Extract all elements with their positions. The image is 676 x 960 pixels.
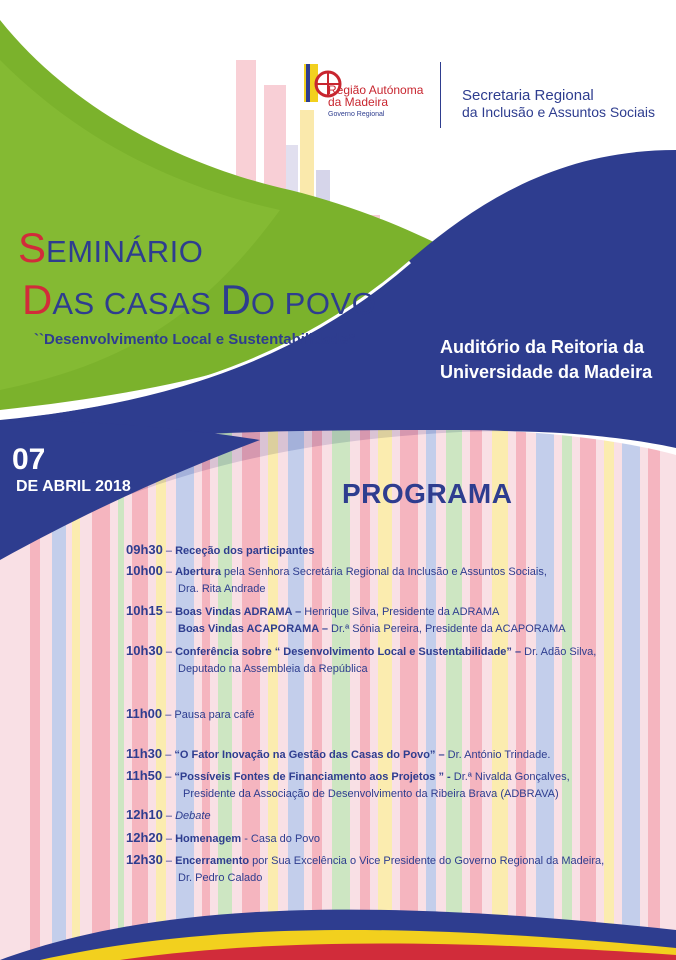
title-initial-d1: D [22, 276, 53, 323]
program-item [126, 542, 315, 557]
program-time: 09h30 [126, 542, 163, 557]
program-item [126, 706, 255, 721]
program-separator: – [162, 855, 176, 867]
program-continuation-bold: Boas Vindas ACAPORAMA – [178, 623, 328, 635]
program-time: 10h30 [126, 643, 163, 658]
program-text: por Sua Excelência o Vice Presidente do Governo Regional da Madeira, [249, 855, 605, 867]
program-continuation [178, 583, 265, 595]
program-continuation-text: Presidente da Associação de Desenvolvimento da Ribeira Brava (ADBRAVA) [183, 788, 559, 800]
secretaria-line1: Secretaria Regional [462, 87, 594, 104]
program-item [126, 746, 550, 761]
program-time: 11h50 [126, 768, 163, 783]
title-initial-s: S [18, 224, 47, 271]
program-item [126, 807, 211, 822]
program-time: 11h30 [126, 746, 163, 761]
program-bold: Homenagem [175, 833, 242, 845]
program-time: 12h10 [126, 807, 163, 822]
title-line2 [22, 276, 376, 324]
program-time: 12h30 [126, 852, 163, 867]
program-separator: – [162, 833, 176, 845]
program-bold: Boas Vindas ADRAMA – [175, 606, 302, 618]
program-bold: Conferência sobre “ Desenvolvimento Local e Sustentabilidade” – [175, 646, 522, 658]
program-item [126, 830, 320, 845]
program-continuation [183, 788, 559, 800]
program-text: Dr. António Trindade. [444, 749, 551, 761]
subtitle: ``Desenvolvimento Local e Sustentabilidade” [34, 331, 356, 348]
program-separator: – [162, 606, 176, 618]
title-line1 [18, 224, 203, 272]
title-casas: CASAS [103, 286, 212, 321]
program-text: Henrique Silva, Presidente da ADRAMA [301, 606, 500, 618]
program-time: 10h00 [126, 563, 163, 578]
program-text: Dr. Adão Silva, [521, 646, 597, 658]
program-bold: Receção dos participantes [175, 545, 315, 557]
title-seminario: EMINÁRIO [46, 234, 204, 269]
program-item [126, 852, 604, 867]
program-continuation-text: Dr. Pedro Calado [178, 872, 263, 884]
program-item [126, 643, 596, 658]
title-o: O [250, 286, 276, 321]
program-text: - Casa do Povo [241, 833, 321, 845]
title-initial-d2: D [220, 276, 251, 323]
program-separator: – [162, 810, 176, 822]
program-text: pela Senhora Secretária Regional da Inclusão e Assuntos Sociais, [220, 566, 547, 578]
venue-line2: Universidade da Madeira [440, 362, 653, 382]
program-bold: “Possíveis Fontes de Financiamento aos Projetos ” - [174, 771, 451, 783]
date-month-year: DE ABRIL 2018 [16, 478, 131, 495]
program-continuation-text: Dr.ª Sónia Pereira, Presidente da ACAPORAMA [327, 623, 566, 635]
title-das: AS [52, 286, 95, 321]
program-separator: – [162, 709, 175, 721]
program-time: 11h00 [126, 706, 163, 721]
program-item [126, 603, 499, 618]
program-italic: Debate [175, 810, 211, 822]
program-bold: Encerramento [175, 855, 250, 867]
program-stripes [0, 430, 676, 960]
logo-line1: Região Autónoma [328, 83, 424, 97]
program-text: Dr.ª Nivalda Gonçalves, [450, 771, 570, 783]
program-bold: Abertura [175, 566, 221, 578]
program-separator: – [162, 749, 175, 761]
logo-line2: da Madeira [328, 95, 389, 109]
program-continuation [178, 663, 368, 675]
program-separator: – [162, 566, 176, 578]
program-time: 10h15 [126, 603, 163, 618]
program-continuation [178, 872, 262, 884]
program-item [126, 563, 547, 578]
logo-text [328, 84, 423, 108]
program-separator: – [162, 771, 175, 783]
program-heading: PROGRAMA [342, 478, 513, 509]
program-bold: “O Fator Inovação na Gestão das Casas do Povo” – [174, 749, 445, 761]
program-continuation-text: Dra. Rita Andrade [178, 583, 266, 595]
program-text: Pausa para café [174, 709, 255, 721]
date-day: 07 [12, 443, 46, 476]
secretaria-line2: da Inclusão e Assuntos Sociais [462, 104, 656, 120]
title-povo: POVO [284, 286, 377, 321]
program-separator: – [162, 646, 176, 658]
program-time: 12h20 [126, 830, 163, 845]
program-continuation-text: Deputado na Assembleia da República [178, 663, 368, 675]
venue-line1: Auditório da Reitoria da [440, 337, 645, 357]
logo-line3: Governo Regional [328, 111, 385, 118]
program-separator: – [162, 545, 176, 557]
program-item [126, 768, 570, 783]
program-continuation [178, 623, 566, 635]
header-divider [440, 62, 441, 128]
